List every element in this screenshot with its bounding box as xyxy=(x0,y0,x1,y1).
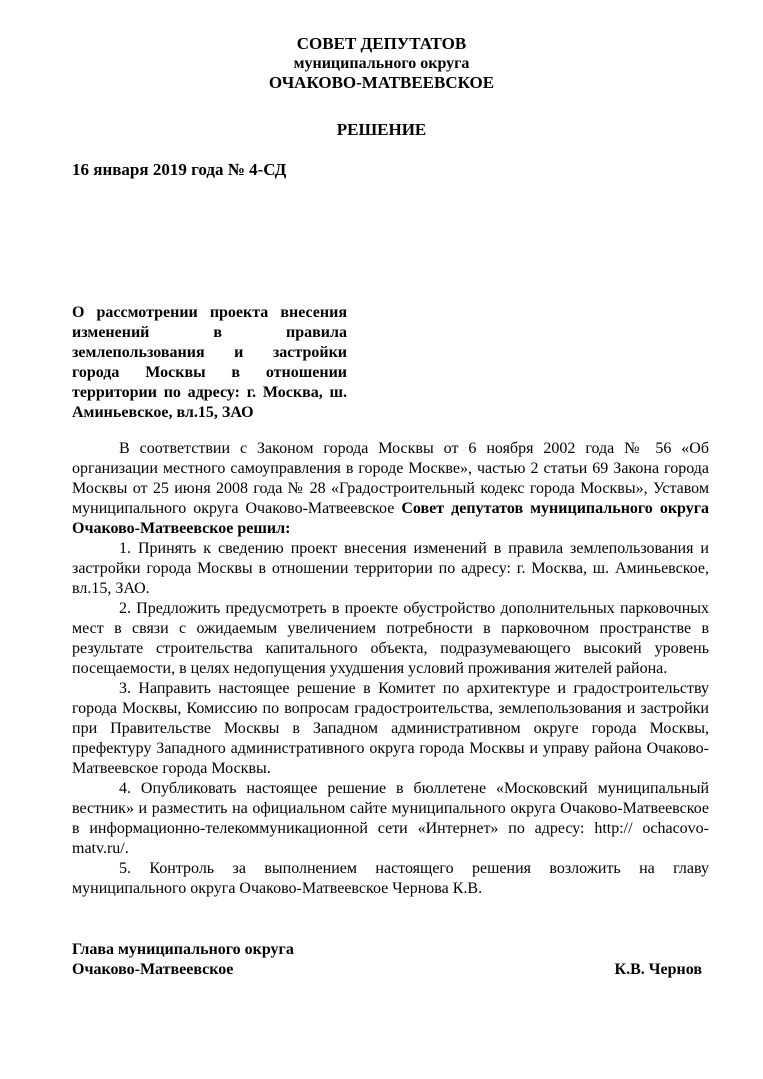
decision-item-1: 1. Принять к сведению проект внесения изменений в правила землепользования и застройки города Москвы в отношении территории по адресу: г. Москва, ш. Аминьевское, вл.15, ЗАО. xyxy=(72,540,709,597)
date-and-number: 16 января 2019 года № 4-СД xyxy=(72,160,287,179)
decision-item-3: 3. Направить настоящее решение в Комитет по архитектуре и градостроительству города Москвы, Комиссию по вопросам градостроительства, землепользования и застройки при Правительстве Москвы в Западном административном округе города Москвы, префектуру Западного административного округа города Москвы и управу района Очаково-Матвеевское города Москвы. xyxy=(72,680,709,777)
district-name: ОЧАКОВО-МАТВЕЕВСКОЕ xyxy=(268,73,495,92)
decision-item-2: 2. Предложить предусмотреть в проекте обустройство дополнительных парковочных мест в связи с ожидаемым увеличением потребности в парковочном пространстве в результате строительства капитального объекта, подразумевающего высокий уровень посещаемости, в целях недопущения ухудшения условий проживания жителей района. xyxy=(72,600,709,677)
decision-item-4: 4. Опубликовать настоящее решение в бюллетене «Московский муниципальный вестник» и разместить на официальном сайте муниципального округа Очаково-Матвеевское в информационно-телекоммуникационной сети «Интернет» по адресу: http:// ochacovo-matv.ru/. xyxy=(72,780,709,857)
document-header xyxy=(0,34,763,93)
signature-block xyxy=(72,940,702,980)
district-subtitle: муниципального округа xyxy=(293,55,470,72)
signatory-title-line1: Глава муниципального округа xyxy=(72,941,294,958)
preamble-paragraph xyxy=(72,439,709,539)
decision-body xyxy=(72,439,709,899)
decision-subject: О рассмотрении проекта внесения изменений в правила землепользования и застройки города Москвы в отношении территории по адресу: г. Москва, ш. Аминьевское, вл.15, ЗАО xyxy=(72,304,347,421)
signatory-name: К.В. Чернов xyxy=(614,961,702,978)
preamble-text: В соответствии с Законом города Москвы от 6 ноября 2002 года № 56 «Об организации местного самоуправления в городе Москве», частью 2 статьи 69 Закона города Москвы от 25 июня 2008 года № 28 «Градостроительный кодекс города Москвы», Уставом муниципального округа Очаково-Матвеевское xyxy=(72,440,709,517)
document-type-title: РЕШЕНИЕ xyxy=(336,120,427,139)
signature-row xyxy=(72,960,702,980)
council-title: СОВЕТ ДЕПУТАТОВ xyxy=(296,34,467,53)
decision-item-5: 5. Контроль за выполнением настоящего решения возложить на главу муниципального округа Очаково-Матвеевское Чернова К.В. xyxy=(72,860,709,897)
preamble-resolution: Совет депутатов муниципального округа Очаково-Матвеевское решил: xyxy=(72,500,709,537)
signatory-title-line2: Очаково-Матвеевское xyxy=(72,961,234,978)
